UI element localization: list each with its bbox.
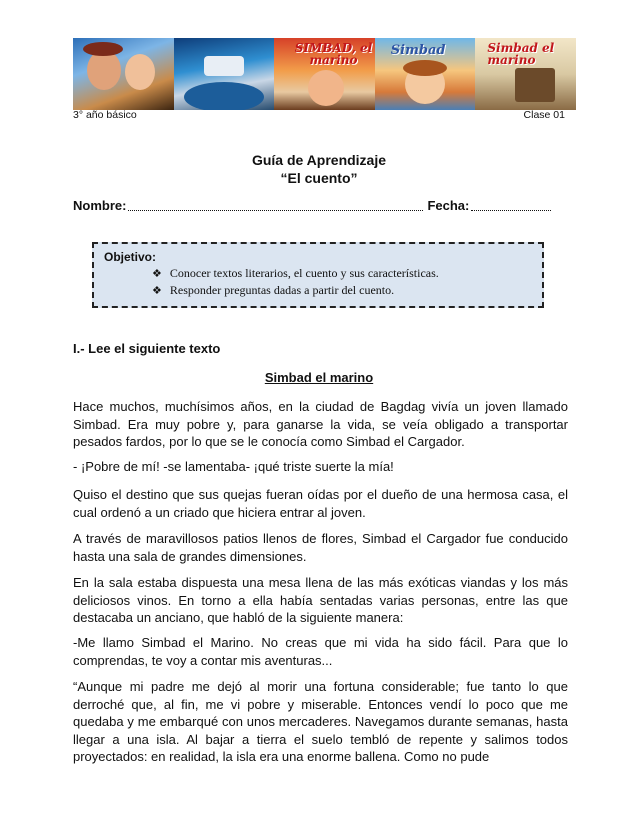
header-banner-image: [73, 38, 576, 110]
diamond-bullet-icon: ❖: [152, 285, 162, 297]
doc-subtitle: “El cuento”: [280, 170, 358, 186]
banner-panel-simbad-poster: [274, 38, 375, 110]
ship-shape: [204, 56, 244, 76]
cartoon-title: Simbad: [390, 43, 446, 58]
ship-sails: [515, 68, 555, 102]
class-label: Clase 01: [523, 109, 565, 121]
name-date-line: [73, 198, 568, 213]
banner-panel-simbad-book-cover: [475, 38, 576, 110]
date-field[interactable]: [471, 198, 551, 211]
story-paragraph: Quiso el destino que sus quejas fueran oídas por el dueño de una hermosa casa, el cual ordenó a un criado que hiciera entrar al joven.: [73, 487, 568, 520]
objective-item: [152, 283, 394, 298]
character-hair: [403, 60, 447, 76]
character-face-3: [308, 70, 344, 106]
book-cover-title: Simbad el marino: [487, 41, 555, 67]
story-paragraph: -Me llamo Simbad el Marino. No creas que mi vida ha sido fácil. Para que lo comprendas, te voy a contar mis aventuras...: [73, 635, 568, 668]
story-paragraph: - ¡Pobre de mí! -se lamentaba- ¡qué triste suerte la mía!: [73, 459, 394, 474]
name-field[interactable]: [128, 198, 423, 211]
story-paragraph: En la sala estaba dispuesta una mesa llena de las más exóticas viandas y los más deliciosos vinos. En torno a ella había sentadas varias personas, entre las que destacaba un anciano, que habló de la siguiente manera:: [73, 575, 568, 625]
name-label: Nombre:: [73, 198, 127, 213]
story-paragraph: Hace muchos, muchísimos años, en la ciudad de Bagdag vivía un joven llamado Simbad. Era muy pobre y, para ganarse la vida, se veía obligado a transportar pesados fardos, por lo que se le conocía como Simbad el Cargador.: [73, 399, 568, 449]
grade-label: 3° año básico: [73, 109, 137, 121]
objective-box: [92, 242, 544, 308]
character-face-2: [125, 54, 155, 90]
story-title: Simbad el marino: [264, 370, 374, 385]
objective-item-text: Responder preguntas dadas a partir del cuento.: [169, 283, 395, 297]
story-paragraph: A través de maravillosos patios llenos de flores, Simbad el Cargador fue conducido hasta una sala de grandes dimensiones.: [73, 531, 568, 564]
story-paragraph: “Aunque mi padre me dejó al morir una fortuna considerable; fue tanto lo que derroché que, al fin, me vi pobre y miserable. Entonces vendí lo poco que me quedaba y me embarqué con unos mercaderes. Navegamos durante semanas, hasta llegar a una isla. Al bajar a tierra el suelo tembló de repente y salimos todos proyectados: en realidad, la isla era una enorme ballena. Como no pude: [73, 679, 568, 764]
section-heading: I.- Lee el siguiente texto: [73, 341, 221, 356]
wave-shape: [184, 82, 264, 110]
poster-title: SIMBAD, el marino: [294, 41, 373, 67]
objective-label: Objetivo:: [104, 250, 157, 264]
objective-item-text: Conocer textos literarios, el cuento y sus características.: [169, 266, 439, 280]
date-label: Fecha:: [427, 198, 470, 213]
doc-title: Guía de Aprendizaje: [251, 152, 387, 168]
character-hat: [83, 42, 123, 56]
banner-panel-sea-scene: [174, 38, 275, 110]
objective-item: [152, 266, 439, 281]
banner-panel-sailor-characters: [73, 38, 174, 110]
diamond-bullet-icon: ❖: [152, 268, 162, 280]
character-face-1: [87, 50, 121, 90]
banner-panel-simbad-cartoon: [375, 38, 476, 110]
